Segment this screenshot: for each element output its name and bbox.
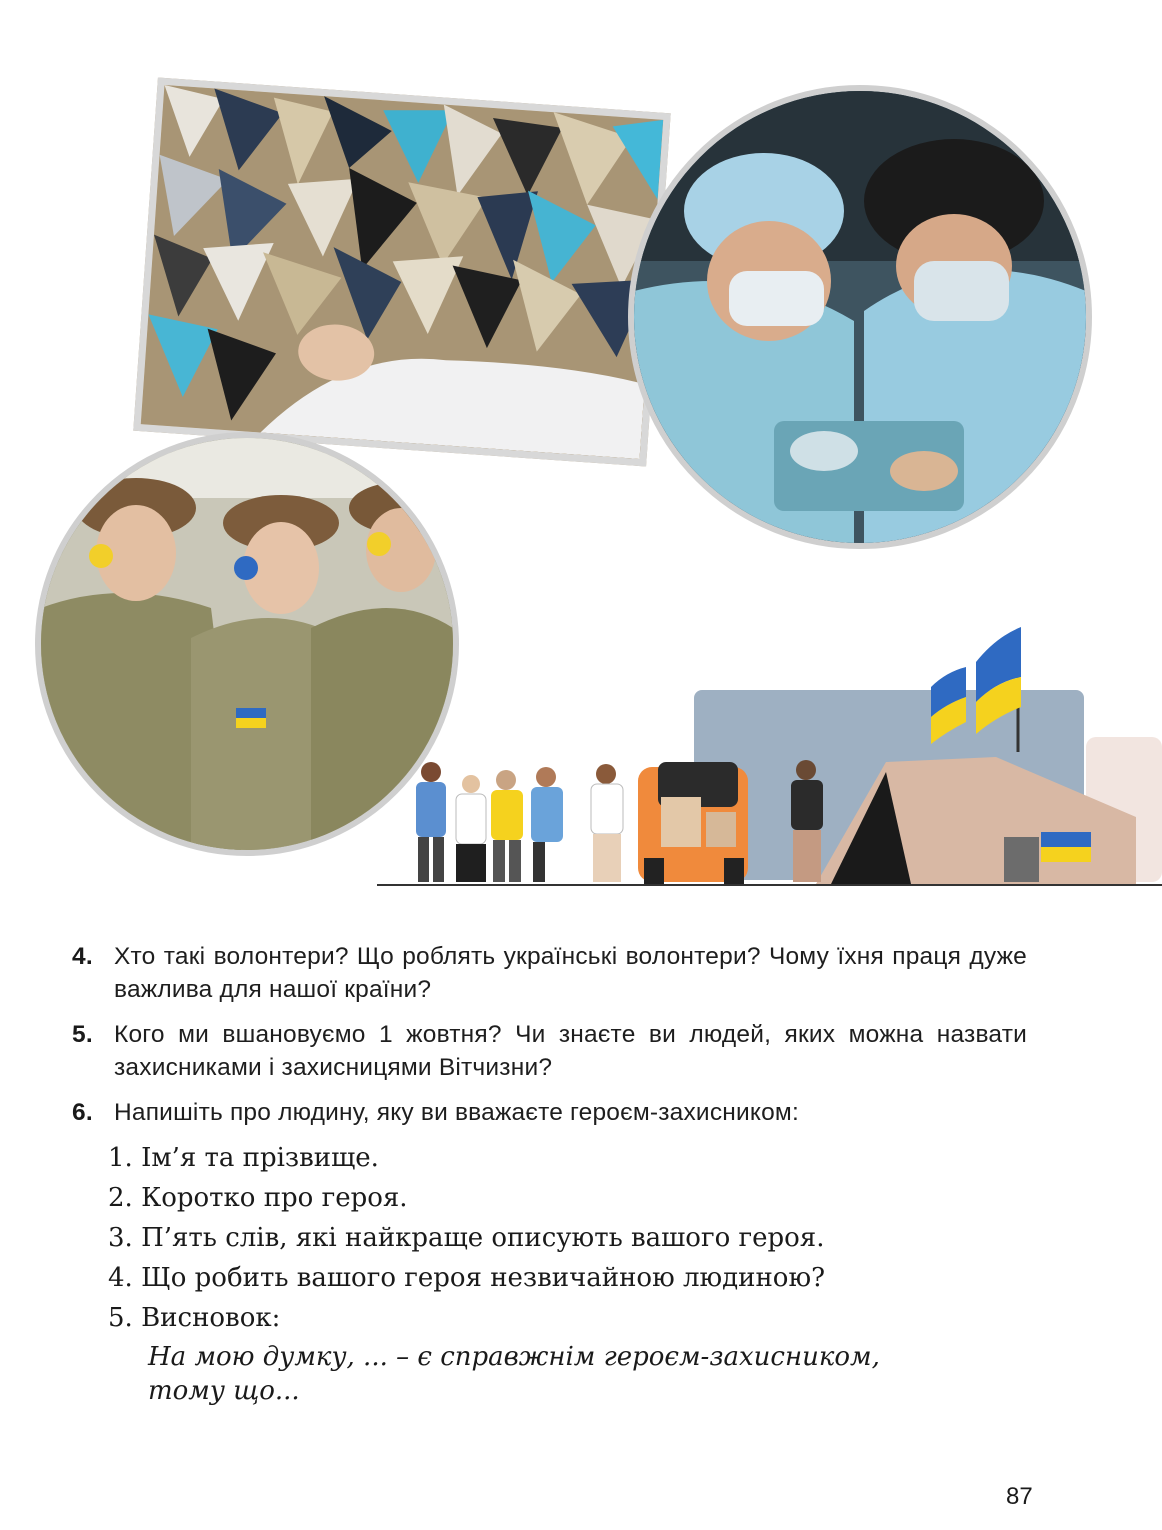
task-number: 6.	[72, 1099, 93, 1126]
list-item: 1. Ім’я та прізвище.	[108, 1143, 379, 1173]
hero-plan-list	[108, 1138, 988, 1408]
camouflage-net-image	[141, 85, 663, 459]
list-item: 5. Висновок:	[108, 1303, 281, 1333]
page-number: 87	[1006, 1483, 1033, 1510]
task-5	[72, 1018, 1027, 1084]
task-number: 4.	[72, 943, 93, 970]
list-item: 2. Коротко про героя.	[108, 1183, 408, 1213]
volunteers-image	[376, 622, 1162, 890]
surgeons-image	[634, 91, 1086, 543]
volunteers-illustration	[376, 622, 1162, 890]
list-item: 3. П’ять слів, які найкраще описують вашого героя.	[108, 1223, 825, 1253]
task-text: Напишіть про людину, яку ви вважаєте героєм-захисником:	[114, 1099, 799, 1126]
list-item: 4. Що робить вашого героя незвичайною людиною?	[108, 1263, 826, 1293]
conclusion-template	[108, 1340, 988, 1408]
task-6	[72, 1096, 1027, 1129]
surgeons-photo	[628, 85, 1092, 549]
task-number: 5.	[72, 1021, 93, 1048]
conclusion-line: На мою думку, ... – є справжнім героєм-захисником,	[148, 1342, 880, 1372]
task-text: Кого ми вшановуємо 1 жовтня? Чи знаєте ви людей, яких можна назвати захисниками і захисницями Вітчизни?	[114, 1021, 1027, 1081]
task-text: Хто такі волонтери? Що роблять українські волонтери? Чому їхня праця дуже важлива для нашої країни?	[114, 943, 1027, 1003]
camouflage-net-photo	[133, 78, 670, 467]
tasks-list	[72, 940, 1027, 1141]
task-4	[72, 940, 1027, 1006]
conclusion-line: тому що...	[148, 1376, 300, 1406]
